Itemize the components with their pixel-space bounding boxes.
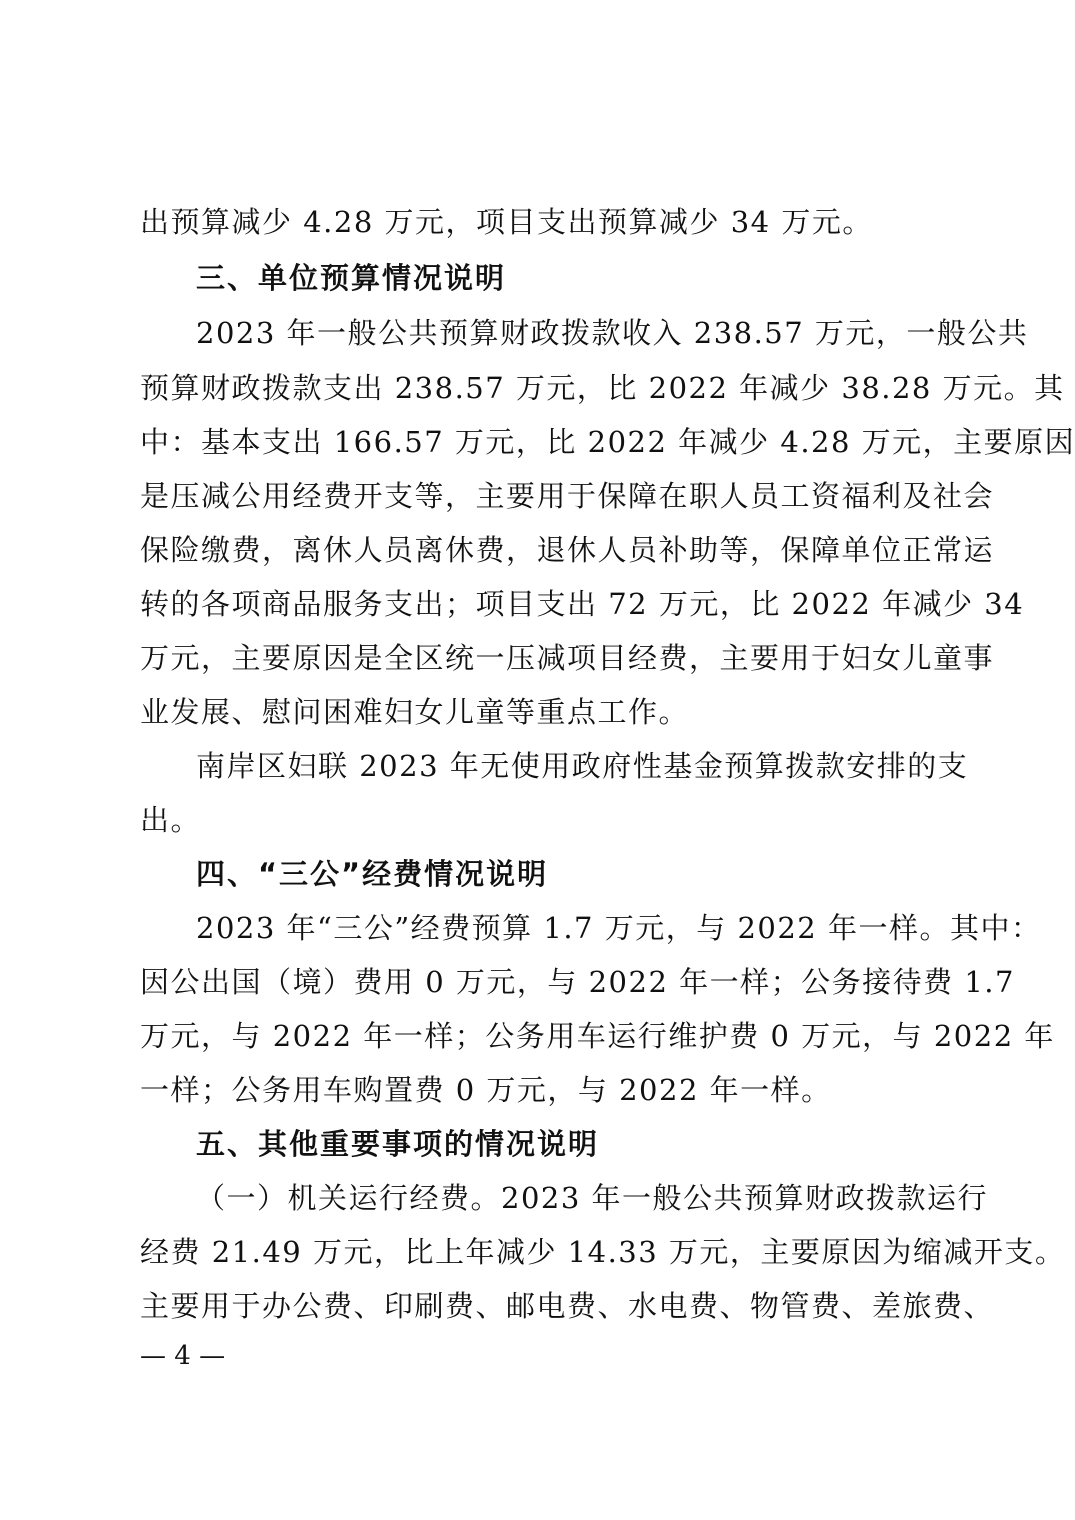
section-heading: 三、单位预算情况说明	[196, 261, 507, 295]
paragraph-line: 中：基本支出 166.57 万元，比 2022 年减少 4.28 万元，主要原因	[140, 425, 1075, 459]
paragraph-line: 经费 21.49 万元，比上年减少 14.33 万元，主要原因为缩减开支。	[140, 1235, 1066, 1269]
paragraph-line: 出。	[140, 803, 202, 837]
paragraph-line: 万元，与 2022 年一样；公务用车运行维护费 0 万元，与 2022 年	[140, 1019, 1055, 1053]
paragraph-line: 一样；公务用车购置费 0 万元，与 2022 年一样。	[140, 1073, 832, 1107]
paragraph-line: 2023 年一般公共预算财政拨款收入 238.57 万元，一般公共	[196, 316, 1029, 350]
paragraph-line: 南岸区妇联 2023 年无使用政府性基金预算拨款安排的支	[196, 749, 969, 783]
paragraph-line: （一）机关运行经费。2023 年一般公共预算财政拨款运行	[196, 1181, 989, 1215]
paragraph-line: 保险缴费，离休人员离休费，退休人员补助等，保障单位正常运	[140, 533, 995, 567]
section-heading: 四、“三公”经费情况说明	[196, 857, 549, 891]
paragraph-line: 主要用于办公费、印刷费、邮电费、水电费、物管费、差旅费、	[140, 1289, 995, 1323]
paragraph-line: 出预算减少 4.28 万元，项目支出预算减少 34 万元。	[140, 205, 873, 239]
page-number: — 4 —	[140, 1341, 226, 1371]
section-heading: 五、其他重要事项的情况说明	[196, 1127, 600, 1161]
paragraph-line: 预算财政拨款支出 238.57 万元，比 2022 年减少 38.28 万元。其	[140, 371, 1065, 405]
paragraph-line: 是压减公用经费开支等，主要用于保障在职人员工资福利及社会	[140, 479, 995, 513]
paragraph-line: 万元，主要原因是全区统一压减项目经费，主要用于妇女儿童事	[140, 641, 995, 675]
paragraph-line: 2023 年“三公”经费预算 1.7 万元，与 2022 年一样。其中：	[196, 911, 1042, 945]
paragraph-line: 因公出国（境）费用 0 万元，与 2022 年一样；公务接待费 1.7	[140, 965, 1015, 999]
paragraph-line: 转的各项商品服务支出；项目支出 72 万元，比 2022 年减少 34	[140, 587, 1025, 621]
paragraph-line: 业发展、慰问困难妇女儿童等重点工作。	[140, 695, 690, 729]
